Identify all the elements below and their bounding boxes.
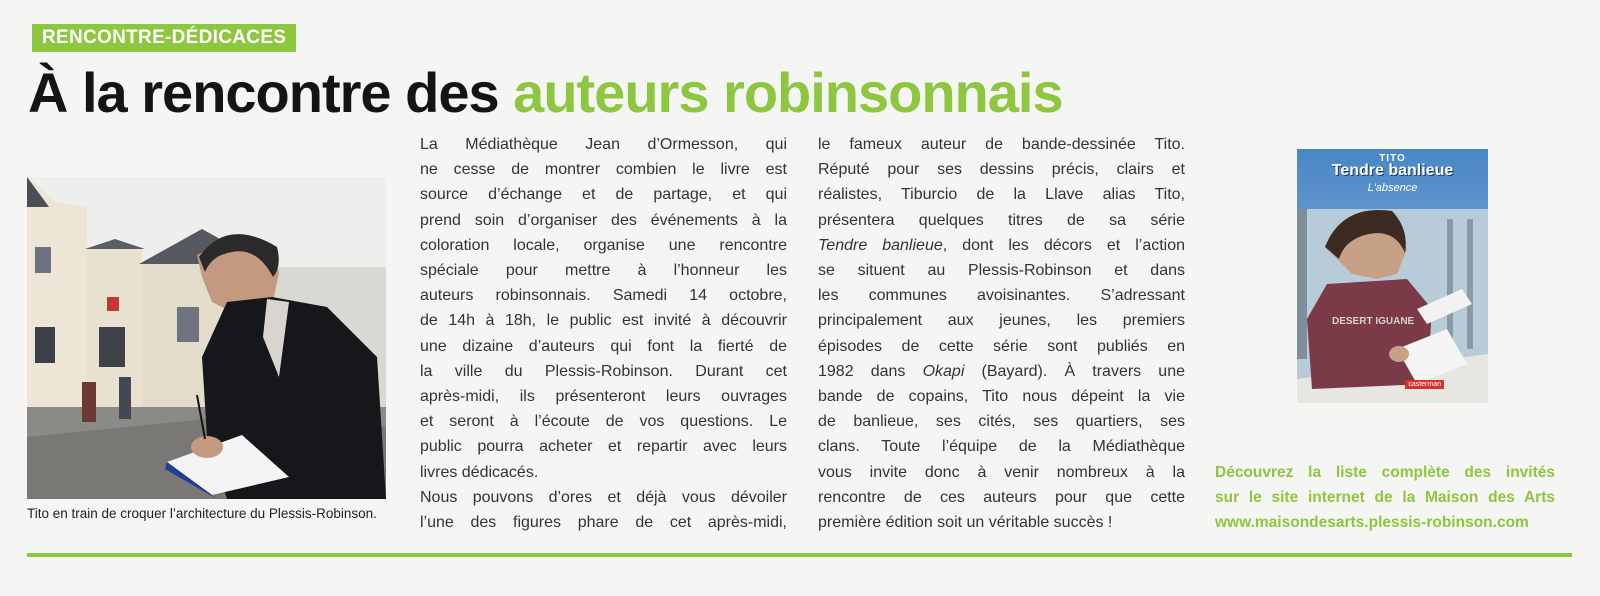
text-line: vous invite donc à venir nombreux à la: [818, 463, 1185, 481]
series-title: Tendre banlieue: [818, 236, 943, 254]
website-link[interactable]: www.maisondesarts.plessis-robinson.com: [1215, 514, 1529, 531]
headline-dark: À la rencontre des: [28, 61, 499, 124]
text-line: clans. Toute l’équipe de la Médiathèque: [818, 438, 1185, 456]
text-line: Nous pouvons d’ores et déjà vous dévoiler: [420, 488, 787, 506]
text-line: La Médiathèque Jean d’Ormesson, qui: [420, 136, 787, 153]
text-line: le fameux auteur de bande-dessinée Tito.: [818, 136, 1185, 153]
promo-line: sur le site internet de la Maison des Arts: [1215, 489, 1555, 506]
text-fragment: 1982 dans: [818, 362, 923, 380]
text-line: les communes avoisinantes. S’adressant: [818, 287, 1185, 305]
text-fragment: , dont les décors et l’action: [942, 236, 1186, 254]
text-line: auteurs robinsonnais. Samedi 14 octobre,: [420, 287, 787, 305]
text-line: coloration locale, organise une rencontre: [420, 236, 787, 254]
text-line: source d’échange et de partage, et qui: [420, 186, 787, 204]
text-line: la ville du Plessis-Robinson. Durant cet: [420, 362, 787, 380]
text-line: se situent au Plessis-Robinson et dans: [818, 262, 1185, 280]
text-line: présentera quelques titres de sa série: [818, 211, 1185, 229]
headline-green: auteurs robinsonnais: [513, 61, 1063, 124]
text-line: [818, 233, 1185, 258]
text-line: bande de copains, Tito nous dépeint la vie: [818, 388, 1185, 406]
cover-author: TITO: [1379, 153, 1406, 164]
text-line: livres dédicacés.: [420, 463, 539, 481]
page-title: [28, 58, 1063, 128]
bottom-divider: [27, 553, 1572, 557]
text-line: après-midi, ils présenteront leurs ouvrages: [420, 388, 787, 406]
text-line: prend soin d’organiser des événements à la: [420, 211, 787, 229]
text-line: de banlieue, ses cités, ses quartiers, ses: [818, 413, 1185, 431]
text-line: l’une des figures phare de cet après-midi,: [420, 514, 787, 532]
text-line: épisodes de cette série sont publiés en: [818, 337, 1185, 355]
text-line: première édition soit un véritable succès !: [818, 514, 1113, 532]
promo-block: [1215, 460, 1555, 535]
text-line: une dizaine d’auteurs qui font la fierté de: [420, 337, 787, 355]
text-line: de 14h à 18h, le public est invité à découvrir: [420, 312, 787, 330]
cover-series-title: Tendre banlieue: [1331, 162, 1454, 179]
text-line: rencontre de ces auteurs pour que cette: [818, 488, 1185, 506]
text-fragment: (Bayard). À travers une: [964, 362, 1185, 380]
text-line: spéciale pour mettre à l’honneur les: [420, 262, 787, 280]
magazine-title: Okapi: [922, 362, 965, 380]
text-line: principalement aux jeunes, les premiers: [818, 312, 1185, 330]
photo-caption: Tito en train de croquer l’architecture du Plessis-Robinson.: [27, 506, 377, 521]
text-line: public pourra acheter et repartir avec leurs: [420, 438, 787, 456]
text-line: Réputé pour ses dessins précis, clairs et: [818, 161, 1185, 179]
cover-volume-title: L'absence: [1367, 182, 1418, 194]
text-line: [818, 359, 1185, 384]
author-photo: [27, 177, 386, 499]
text-line: réalistes, Tiburcio de la Llave alias Tito,: [818, 186, 1185, 204]
promo-line: Découvrez la liste complète des invités: [1215, 464, 1555, 481]
text-line: ne cesse de montrer combien le livre est: [420, 161, 787, 179]
book-cover: [1297, 149, 1488, 403]
article-column-2: [818, 132, 1185, 535]
text-line: et seront à l’écoute de vos questions. Le: [420, 413, 787, 431]
section-tag: RENCONTRE-DÉDICACES: [32, 24, 296, 52]
article-column-1: [420, 132, 787, 535]
cover-publisher: casterman: [1405, 380, 1444, 389]
svg-text:DESERT IGUANE: DESERT IGUANE: [1332, 316, 1415, 327]
